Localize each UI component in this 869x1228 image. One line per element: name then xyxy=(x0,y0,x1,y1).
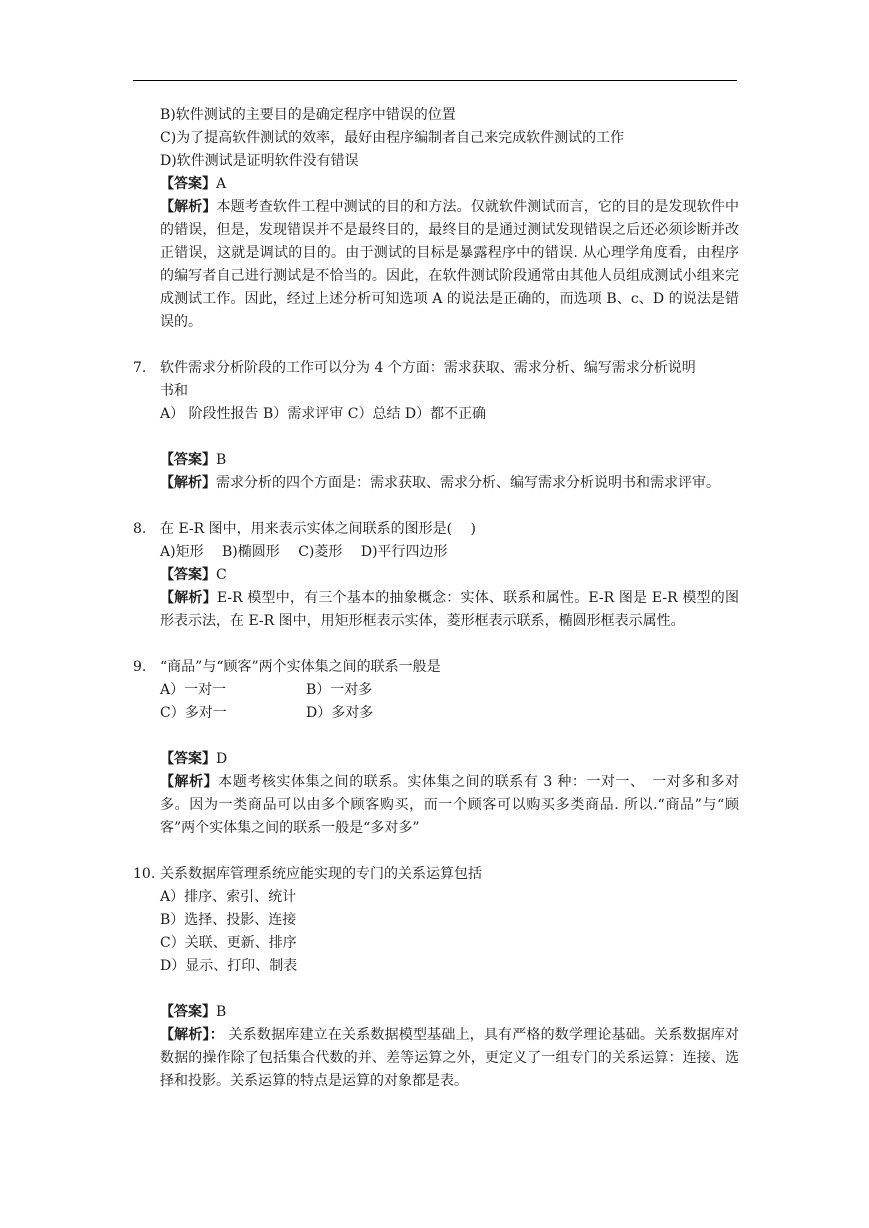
q7-stem xyxy=(133,357,739,380)
q6-option-c: C)为了提高软件测试的效率，最好由程序编制者自己来完成软件测试的工作 xyxy=(160,130,625,146)
question-stem: 软件需求分析阶段的工作可以分为 4 个方面：需求获取、需求分析、编写需求分析说明 xyxy=(160,360,696,376)
header-rule xyxy=(133,80,737,81)
answer-tag: 【答案】 xyxy=(160,567,216,583)
q6-option-b: B)软件测试的主要目的是确定程序中错误的位置 xyxy=(160,107,456,123)
answer-tag: 【答案】 xyxy=(160,751,216,767)
q9-option-b: B）一对多 xyxy=(306,682,373,698)
q9-option-c: C）多对一 xyxy=(160,705,227,721)
analysis-text: 需求分析的四个方面是：需求获取、需求分析、编写需求分析说明书和需求评审。 xyxy=(216,475,720,491)
q10-option-d: D）显示、打印、制表 xyxy=(160,958,298,974)
analysis-tag: 【解析】 xyxy=(160,774,219,790)
answer-tag: 【答案】 xyxy=(160,1004,216,1020)
q7-stem-cont: 书和 xyxy=(160,383,188,399)
q9-analysis xyxy=(133,771,739,840)
q10-option-a: A）排序、索引、统计 xyxy=(160,889,297,905)
analysis-tag: 【解析】： xyxy=(160,1027,224,1043)
question-stem: 关系数据库管理系统应能实现的专门的关系运算包括 xyxy=(160,866,482,882)
q6-analysis xyxy=(133,196,739,334)
analysis-text: E-R 模型中，有三个基本的抽象概念：实体、联系和属性。E-R 图是 E-R 模型的图形表示法，在 E-R 图中，用矩形框表示实体，菱形框表示联系，椭圆形框表示属性。 xyxy=(160,590,739,629)
answer-tag: 【答案】 xyxy=(160,452,216,468)
q6-option-d: D)软件测试是证明软件没有错误 xyxy=(160,153,359,169)
q10-analysis xyxy=(133,1024,739,1093)
q8-stem xyxy=(133,518,739,541)
question-number: 8. xyxy=(133,521,147,537)
q10-stem xyxy=(133,863,739,886)
q9-option-d: D）多对多 xyxy=(306,705,374,721)
analysis-tag: 【解析】 xyxy=(160,475,216,491)
analysis-text: 本题考核实体集之间的联系。实体集之间的联系有 3 种：一对一、 一对多和多对多。因为一类商品可以由多个顾客购买，而一个顾客可以购买多类商品. 所以.“商品”与“顾客”两个实体集之间的联系一般是“多对多” xyxy=(160,774,739,836)
analysis-text: 关系数据库建立在关系数据模型基础上，具有严格的数学理论基础。关系数据库对数据的操作除了包括集合代数的并、差等运算之外，更定义了一组专门的关系运算：连接、选择和投影。关系运算的特点是运算的对象都是表。 xyxy=(160,1027,739,1089)
question-number: 10. xyxy=(133,866,156,882)
answer-value: B xyxy=(216,452,227,468)
analysis-tag: 【解析】 xyxy=(160,199,217,215)
q7-options: A） 阶段性报告 B）需求评审 C）总结 D）都不正确 xyxy=(160,406,487,422)
q9-options-row1 xyxy=(133,679,739,702)
document-body xyxy=(133,104,739,1093)
analysis-tag: 【解析】 xyxy=(160,590,217,606)
q10-option-b: B）选择、投影、连接 xyxy=(160,912,297,928)
q7-analysis xyxy=(133,472,739,495)
q7-answer xyxy=(133,449,739,472)
answer-value: D xyxy=(216,751,228,767)
answer-tag: 【答案】 xyxy=(160,176,216,192)
answer-value: C xyxy=(216,567,227,583)
question-stem: 在 E-R 图中，用来表示实体之间联系的图形是( ) xyxy=(160,521,477,537)
answer-value: B xyxy=(216,1004,227,1020)
q10-answer xyxy=(133,1001,739,1024)
q9-stem xyxy=(133,656,739,679)
q9-option-a: A）一对一 xyxy=(160,682,227,698)
q9-answer xyxy=(133,748,739,771)
q6-answer xyxy=(133,173,739,196)
q8-analysis xyxy=(133,587,739,633)
q10-option-c: C）关联、更新、排序 xyxy=(160,935,297,951)
question-number: 7. xyxy=(133,360,147,376)
analysis-text: 本题考查软件工程中测试的目的和方法。仅就软件测试而言，它的目的是发现软件中的错误，但是，发现错误并不是最终目的，最终目的是通过测试发现错误之后还必须诊断并改正错误，这就是调试的目的。由于测试的目标是暴露程序中的错误. 从心理学角度看，由程序的编写者自己进行测试是不恰当的。因此，在软件测试阶段通常由其他人员组成测试小组来完成测试工作。因此，经过上述分析可知选项 A 的说法是正确的，而选项 B、c、D 的说法是错误的。 xyxy=(160,199,739,330)
question-number: 9. xyxy=(133,659,147,675)
answer-value: A xyxy=(216,176,227,192)
q8-options: A)矩形 B)椭圆形 C)菱形 D)平行四边形 xyxy=(160,544,448,560)
q9-options-row2 xyxy=(133,702,739,725)
q8-answer xyxy=(133,564,739,587)
question-stem: “商品”与“顾客”两个实体集之间的联系一般是 xyxy=(160,659,441,675)
